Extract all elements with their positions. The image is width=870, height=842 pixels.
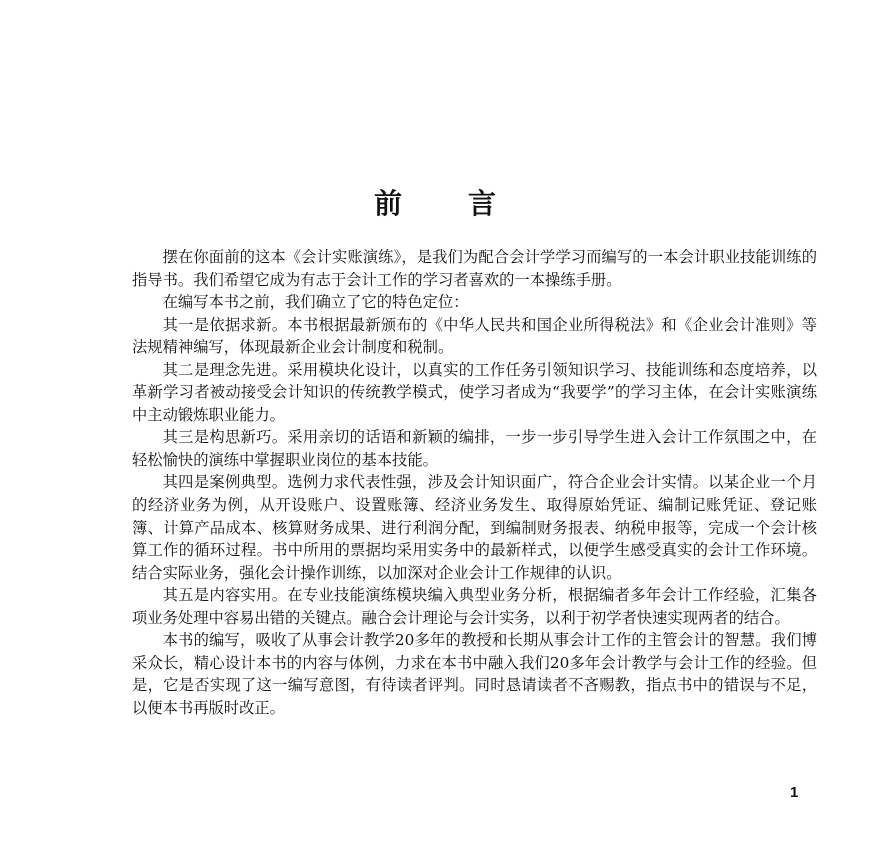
paragraph-feature-3: 其三是构思新巧。采用亲切的话语和新颖的编排，一步一步引导学生进入会计工作氛围之中，在轻松愉快的演练中掌握职业岗位的基本技能。 — [132, 428, 817, 469]
page-title — [0, 182, 870, 222]
title-char-1: 前 — [373, 187, 402, 220]
paragraph-positioning: 在编写本书之前，我们确立了它的特色定位： — [162, 293, 469, 312]
title-char-2: 言 — [468, 187, 497, 220]
paragraph-feature-4: 其四是案例典型。选例力求代表性强，涉及会计知识面广，符合企业会计实情。以某企业一个月的经济业务为例，从开设账户、设置账簿、经济业务发生、取得原始凭证、编制记账凭证、登记账簿、计算产品成本、核算财务成果、进行利润分配，到编制财务报表、纳税申报等，完成一个会计核算工作的循环过程。书中所用的票据均采用实务中的最新样式，以便学生感受真实的会计工作环境。结合实际业务，强化会计操作训练，以加深对企业会计工作规律的认识。 — [132, 473, 817, 582]
preface-body — [132, 246, 817, 719]
paragraph-closing: 本书的编写，吸收了从事会计教学20多年的教授和长期从事会计工作的主管会计的智慧。我们博采众长，精心设计本书的内容与体例，力求在本书中融入我们20多年会计教学与会计工作的经验。但是，它是否实现了这一编写意图，有待读者评判。同时恳请读者不吝赐教，指点书中的错误与不足，以便本书再版时改正。 — [132, 631, 817, 717]
page-number: 1 — [790, 784, 799, 801]
paragraph-feature-2: 其二是理念先进。采用模块化设计，以真实的工作任务引领知识学习、技能训练和态度培养，以革新学习者被动接受会计知识的传统教学模式，使学习者成为“我要学”的学习主体，在会计实账演练中主动锻炼职业能力。 — [132, 360, 817, 424]
paragraph-feature-5: 其五是内容实用。在专业技能演练模块编入典型业务分析，根据编者多年会计工作经验，汇集各项业务处理中容易出错的关键点。融合会计理论与会计实务，以利于初学者快速实现两者的结合。 — [132, 586, 817, 627]
paragraph-intro: 摆在你面前的这本《会计实账演练》，是我们为配合会计学学习而编写的一本会计职业技能训练的指导书。我们希望它成为有志于会计工作的学习者喜欢的一本操练手册。 — [132, 248, 817, 289]
paragraph-feature-1: 其一是依据求新。本书根据最新颁布的《中华人民共和国企业所得税法》和《企业会计准则》等法规精神编写，体现最新企业会计制度和税制。 — [132, 315, 817, 357]
